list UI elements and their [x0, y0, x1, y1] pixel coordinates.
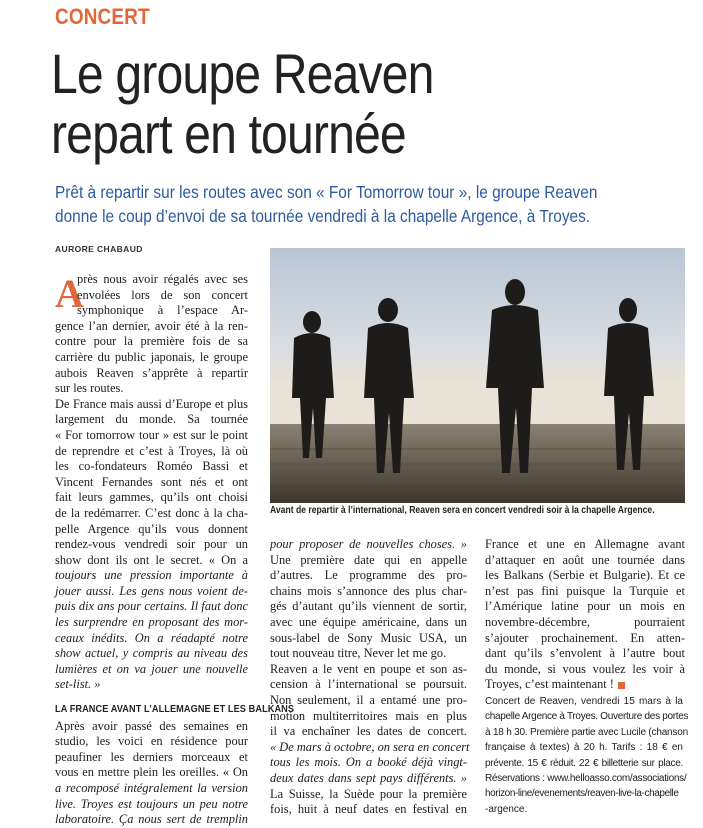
text-line: carrière du public japonais, le groupe	[55, 349, 248, 364]
text-line: deux dates dans sept pays différents. »	[270, 770, 467, 785]
text-line: set-list. »	[55, 677, 101, 692]
text-line: « De mars à octobre, on sera en concert	[270, 739, 470, 754]
text-line: de la redémarrer. C’est donc à la cha-	[55, 505, 248, 520]
band-photo-illustration	[270, 248, 685, 503]
text-line: La Suisse, la Suède pour la première	[270, 786, 467, 801]
info-line: prévente. 15 € réduit. 22 € billetterie sur place.	[485, 757, 683, 769]
paragraph-studio	[55, 719, 248, 828]
paragraph-tour	[55, 397, 248, 693]
text-line: pour proposer de nouvelles choses. »	[270, 537, 467, 551]
end-mark-icon	[618, 682, 625, 689]
text-line: du monde, si vous voulez les voir à	[485, 661, 685, 676]
text-line: les Balkans (Serbie et Bulgarie). Et ce	[485, 568, 685, 583]
text-line	[485, 677, 685, 693]
text-line: peaufiner les derniers morceaux et	[55, 749, 248, 764]
text-line: lumières et on va jouer une nouvelle	[55, 661, 248, 676]
text-line: « For tomorrow tour » est sur le point	[55, 427, 248, 442]
text-line: les co-fondateurs Roméo Bassi et	[55, 459, 248, 474]
article-column-1	[55, 272, 295, 828]
photo-caption: Avant de repartir à l’international, Reaven sera en concert vendredi soir à la chapelle Argence.	[270, 505, 655, 516]
text-line: vous en mettre plein les oreilles. « On	[55, 765, 248, 780]
text-line: avec une équipe américaine, dans un	[270, 614, 467, 629]
text-line: symphonique à l’espace Ar-	[77, 303, 248, 318]
text-line: studio, les voici en résidence pour	[55, 734, 248, 749]
text-line: fois, huit à neuf dates en festival en	[270, 802, 467, 817]
text-line: rendez-vous vendredi soir pour un	[55, 537, 248, 552]
text-line: s’ajouter prochainement. En atten-	[485, 630, 685, 645]
paragraph-intro	[55, 272, 248, 397]
text-line: Après avoir passé des semaines en	[55, 718, 248, 733]
info-line: -argence.	[485, 803, 528, 815]
section-kicker: CONCERT	[55, 4, 150, 29]
text-line: tous les mois. On a booké déjà vingt-	[270, 755, 467, 770]
text-line: n’est pas fini puisque la Turquie et	[485, 583, 685, 598]
text-line: gence l’an dernier, avoir été à la ren-	[55, 318, 248, 333]
text-line: a recomposé intégralement la version	[55, 781, 248, 795]
article-column-2	[270, 537, 470, 818]
text-line: laboratoire. Ça nous sert de tremplin	[55, 812, 248, 827]
headline	[51, 44, 610, 164]
text-line: contre pour la première fois de sa	[55, 334, 248, 349]
text-line: De France mais aussi d’Europe et plus	[55, 396, 248, 411]
text-line: fait leurs gammes, qu’ils ont choisi	[55, 490, 248, 505]
text-line: toujours une pression importante à	[55, 568, 248, 583]
text-line: envolées lors de son concert	[77, 287, 248, 302]
text-line: Une première date qui en appelle	[270, 552, 467, 567]
headline-line-2: repart en tournée	[51, 102, 406, 165]
info-line: Concert de Reaven, vendredi 15 mars à la	[485, 695, 683, 707]
text-line: France et une en Allemagne avant	[485, 537, 685, 551]
text-line: motion multiterritoires mais en plus	[270, 708, 467, 723]
text-line: Vincent Fernandes sont nés et ont	[55, 474, 248, 489]
text-line: d’attaquer en août une tournée dans	[485, 552, 685, 567]
info-line: horizon-line/evenements/reaven-live-la-chapelle	[485, 788, 679, 800]
author-byline: AURORE CHABAUD	[55, 244, 143, 254]
text-line: il va enchaîner les dates de concert.	[270, 724, 467, 739]
band-photo	[270, 248, 685, 503]
practical-info	[485, 694, 689, 817]
text-line: sous-label de Sony Music USA, un	[270, 630, 467, 645]
text-line: d’autres. Le programme des pro-	[270, 568, 467, 583]
closing-line: Troyes, c’est maintenant !	[485, 677, 614, 692]
lead-paragraph: Prêt à repartir sur les routes avec son « For Tomorrow tour », le groupe Reaven donne le coup d’envoi de sa tournée vendredi à la chapelle Argence, à Troyes.	[55, 182, 598, 226]
text-line: les surprendre en proposant des mor-	[55, 615, 248, 630]
text-line: jouer aussi. Les gens nous voient de-	[55, 583, 248, 598]
text-line: ceaux inédits. On a réadapté notre	[55, 630, 248, 645]
info-line: à 18 h 30. Première partie avec Lucile (chanson	[485, 726, 688, 738]
text-line: de reprendre et c’est à Troyes, là où	[55, 443, 248, 458]
text-line: aubois Reaven s’apprête à repartir	[55, 365, 248, 380]
text-line: dant qu’ils s’envolent à l’autre bout	[485, 646, 685, 661]
section-subhead: LA FRANCE AVANT L’ALLEMAGNE ET LES BALKANS	[55, 704, 295, 716]
info-line: chapelle Argence à Troyes. Ouverture des portes	[485, 711, 689, 723]
headline-line-1: Le groupe Reaven	[51, 42, 434, 105]
text-line: puis dix ans pour certains. Il faut donc	[55, 599, 248, 614]
text-line: Non seulement, il a entamé une pro-	[270, 692, 467, 707]
text-line: l’Amérique latine pour un mois en	[485, 599, 685, 614]
text-line: tout nouveau titre, Never let me go.	[270, 646, 447, 661]
text-line: largement du monde. Sa tournée	[55, 412, 248, 427]
text-line: show dont ils ont le secret. « On a	[55, 552, 248, 567]
text-line: près nous avoir régalés avec ses	[77, 272, 248, 286]
info-line: française à textes) à 20 h. Tarifs : 18 € en	[485, 742, 683, 754]
text-line: chains mois s’annonce des plus char-	[270, 583, 467, 598]
paragraph-first-date	[270, 537, 467, 662]
info-line: Réservations : www.helloasso.com/associations/	[485, 772, 687, 784]
text-line: cension à l’international se poursuit.	[270, 677, 467, 692]
text-line: live. Troyes est toujours un peu notre	[55, 796, 248, 811]
paragraph-international	[270, 661, 470, 818]
text-line: novembre-décembre, pourraient	[485, 614, 685, 629]
article-column-3	[485, 537, 689, 817]
text-line: pelle Argence qu’ils vous donnent	[55, 521, 248, 536]
text-line: Reaven a le vent en poupe et son as-	[270, 661, 467, 676]
text-line: show actuel, y compris au niveau des	[55, 646, 248, 661]
text-line: gés d’autant qu’ils viennent de sortir,	[270, 599, 467, 614]
text-line: sur les routes.	[55, 381, 124, 396]
drop-cap: A	[55, 271, 84, 316]
paragraph-balkans	[485, 537, 685, 693]
